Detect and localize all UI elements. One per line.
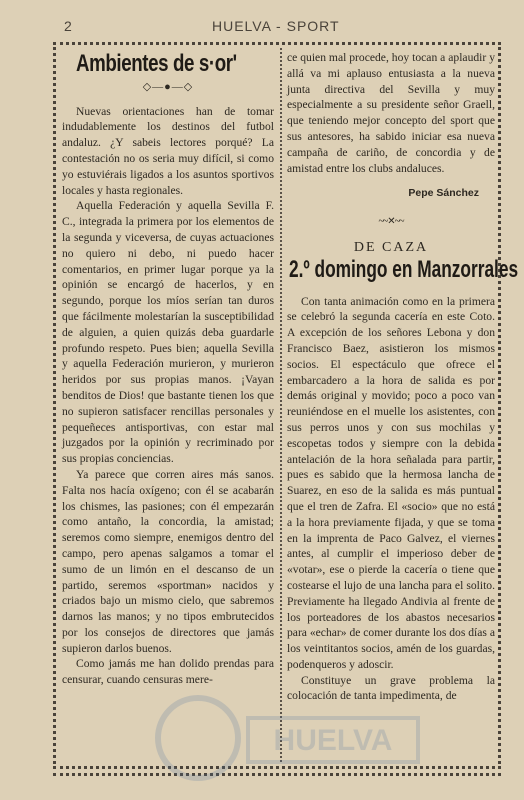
author-signature: Pepe Sánchez	[408, 187, 479, 200]
left-column	[62, 50, 274, 688]
bottom-dotted-rule	[53, 773, 501, 776]
svg-text:HUELVA: HUELVA	[273, 724, 393, 757]
page-header	[64, 18, 504, 38]
newspaper-title: HUELVA - SPORT	[212, 18, 340, 34]
article-paragraph: Constituye un grave problema la colocación de tanta impedimenta, de	[287, 673, 495, 703]
article-paragraph: Aquella Federación y aquella Sevilla F. C., integrada la primera por los elementos de la segunda y viceversa, de cuyas actuaciones no quiero ni debo, ni puedo hacer comentarios, en primer lugar porque ya la opinión se encargó de hacerlos, y en segundo, porque los míos serían tan duros que fácilmente molestarían la susceptibilidad de alguien, a quien quizás deba guardarle profundo respeto. Pues bien; aquella Sevilla y aquella Federación murieron, y murieron heridos por sus propias manos. ¡Vayan benditos de Dios! que bastante tienen los que no supieron satisfacer rencillas personales y pequeñeces antisportivas, con estar mal juzgados por la opinión y recriminado por sus propias conciencias.	[62, 199, 274, 466]
article-paragraph: Como jamás me han dolido prendas para censurar, cuando censuras mere-	[62, 657, 274, 687]
article-paragraph: Nuevas orientaciones han de tomar indudablemente los destinos del futbol andaluz. ¿Y sabeis lectores porqué? La contestación no os seria muy difícil, si como yo estuviérais ligados a los asuntos sportivos locales y hasta regionales.	[62, 104, 274, 197]
article-paragraph: Con tanta animación como en la primera se celebró la segunda cacería en este Coto. A excepción de los señores Lebona y don Francisco Baez, asistieron los mismos socios. El espectáculo que ofrece el embarcadero a la hora de salida es por demás original y movido; poco a poco van reuniéndose en el muelle los asistentes, con sus perros unos y con sus mochilas y escopetas todos y siempre con la debida antelación de la hora señalada para partir, pues es sabido que la hermosa lancha de Suarez, en eso de la salida es más puntual que el tren de Zafra. El «socio» que no está a la hora previamente fijada, y que se toma en la imprenta de Paco Galvez, el viernes antes, al cumplir el imperioso deber de «votar», ese o pierde la cacería o tiene que costearse el lujo de una lancha para el solito. Previamente ha llegado Andivia al frente de los porteadores de los abastos necesarios para «echar» de comer durante los dos días a los veintitantos socios, amén de los guardas, podenqueros y adoscir.	[287, 294, 495, 671]
flourish-divider-icon: ~~✕~~	[378, 216, 404, 228]
page-number: 2	[64, 18, 72, 34]
right-column	[287, 50, 519, 704]
article-headline-manzorrales: 2.º domingo en Manzorrales	[289, 255, 519, 283]
article-paragraph: Ya parece que corren aires más sanos. Falta nos hacía oxígeno; con él se acabarán los chismes, las pasiones; con él empezarán como antaño, la concordia, la amistad; seremos como siempre, enemigos dentro del campo, pero apenas salgamos a tomar el sumo de un limón en el descanso de un partido, seremos «sportman» nacidos y criados bajo un mismo cielo, que sabremos darnos las manos; y no tipos embrutecidos por los consejos de directores que jamás supieron darlos buenos.	[62, 467, 274, 655]
article-continuation: ce quien mal procede, hoy tocan a aplaudir y allá va mi aplauso entusiasta a la nueva junta directiva del Sevilla y muy especialmente a su presidente señor Graell, que teniendo mejor concepto del sport que sus antesores, ha sabido iniciar esa nueva campaña de cariño, de concordia y de amistad entre los clubs andaluces.	[287, 51, 495, 175]
section-label: DE CAZA	[353, 239, 429, 255]
article-headline-ambientes: Ambientes de s·or'	[76, 50, 237, 77]
column-divider	[280, 48, 282, 762]
ornament-divider-icon: ◇—●—◇	[142, 80, 194, 93]
